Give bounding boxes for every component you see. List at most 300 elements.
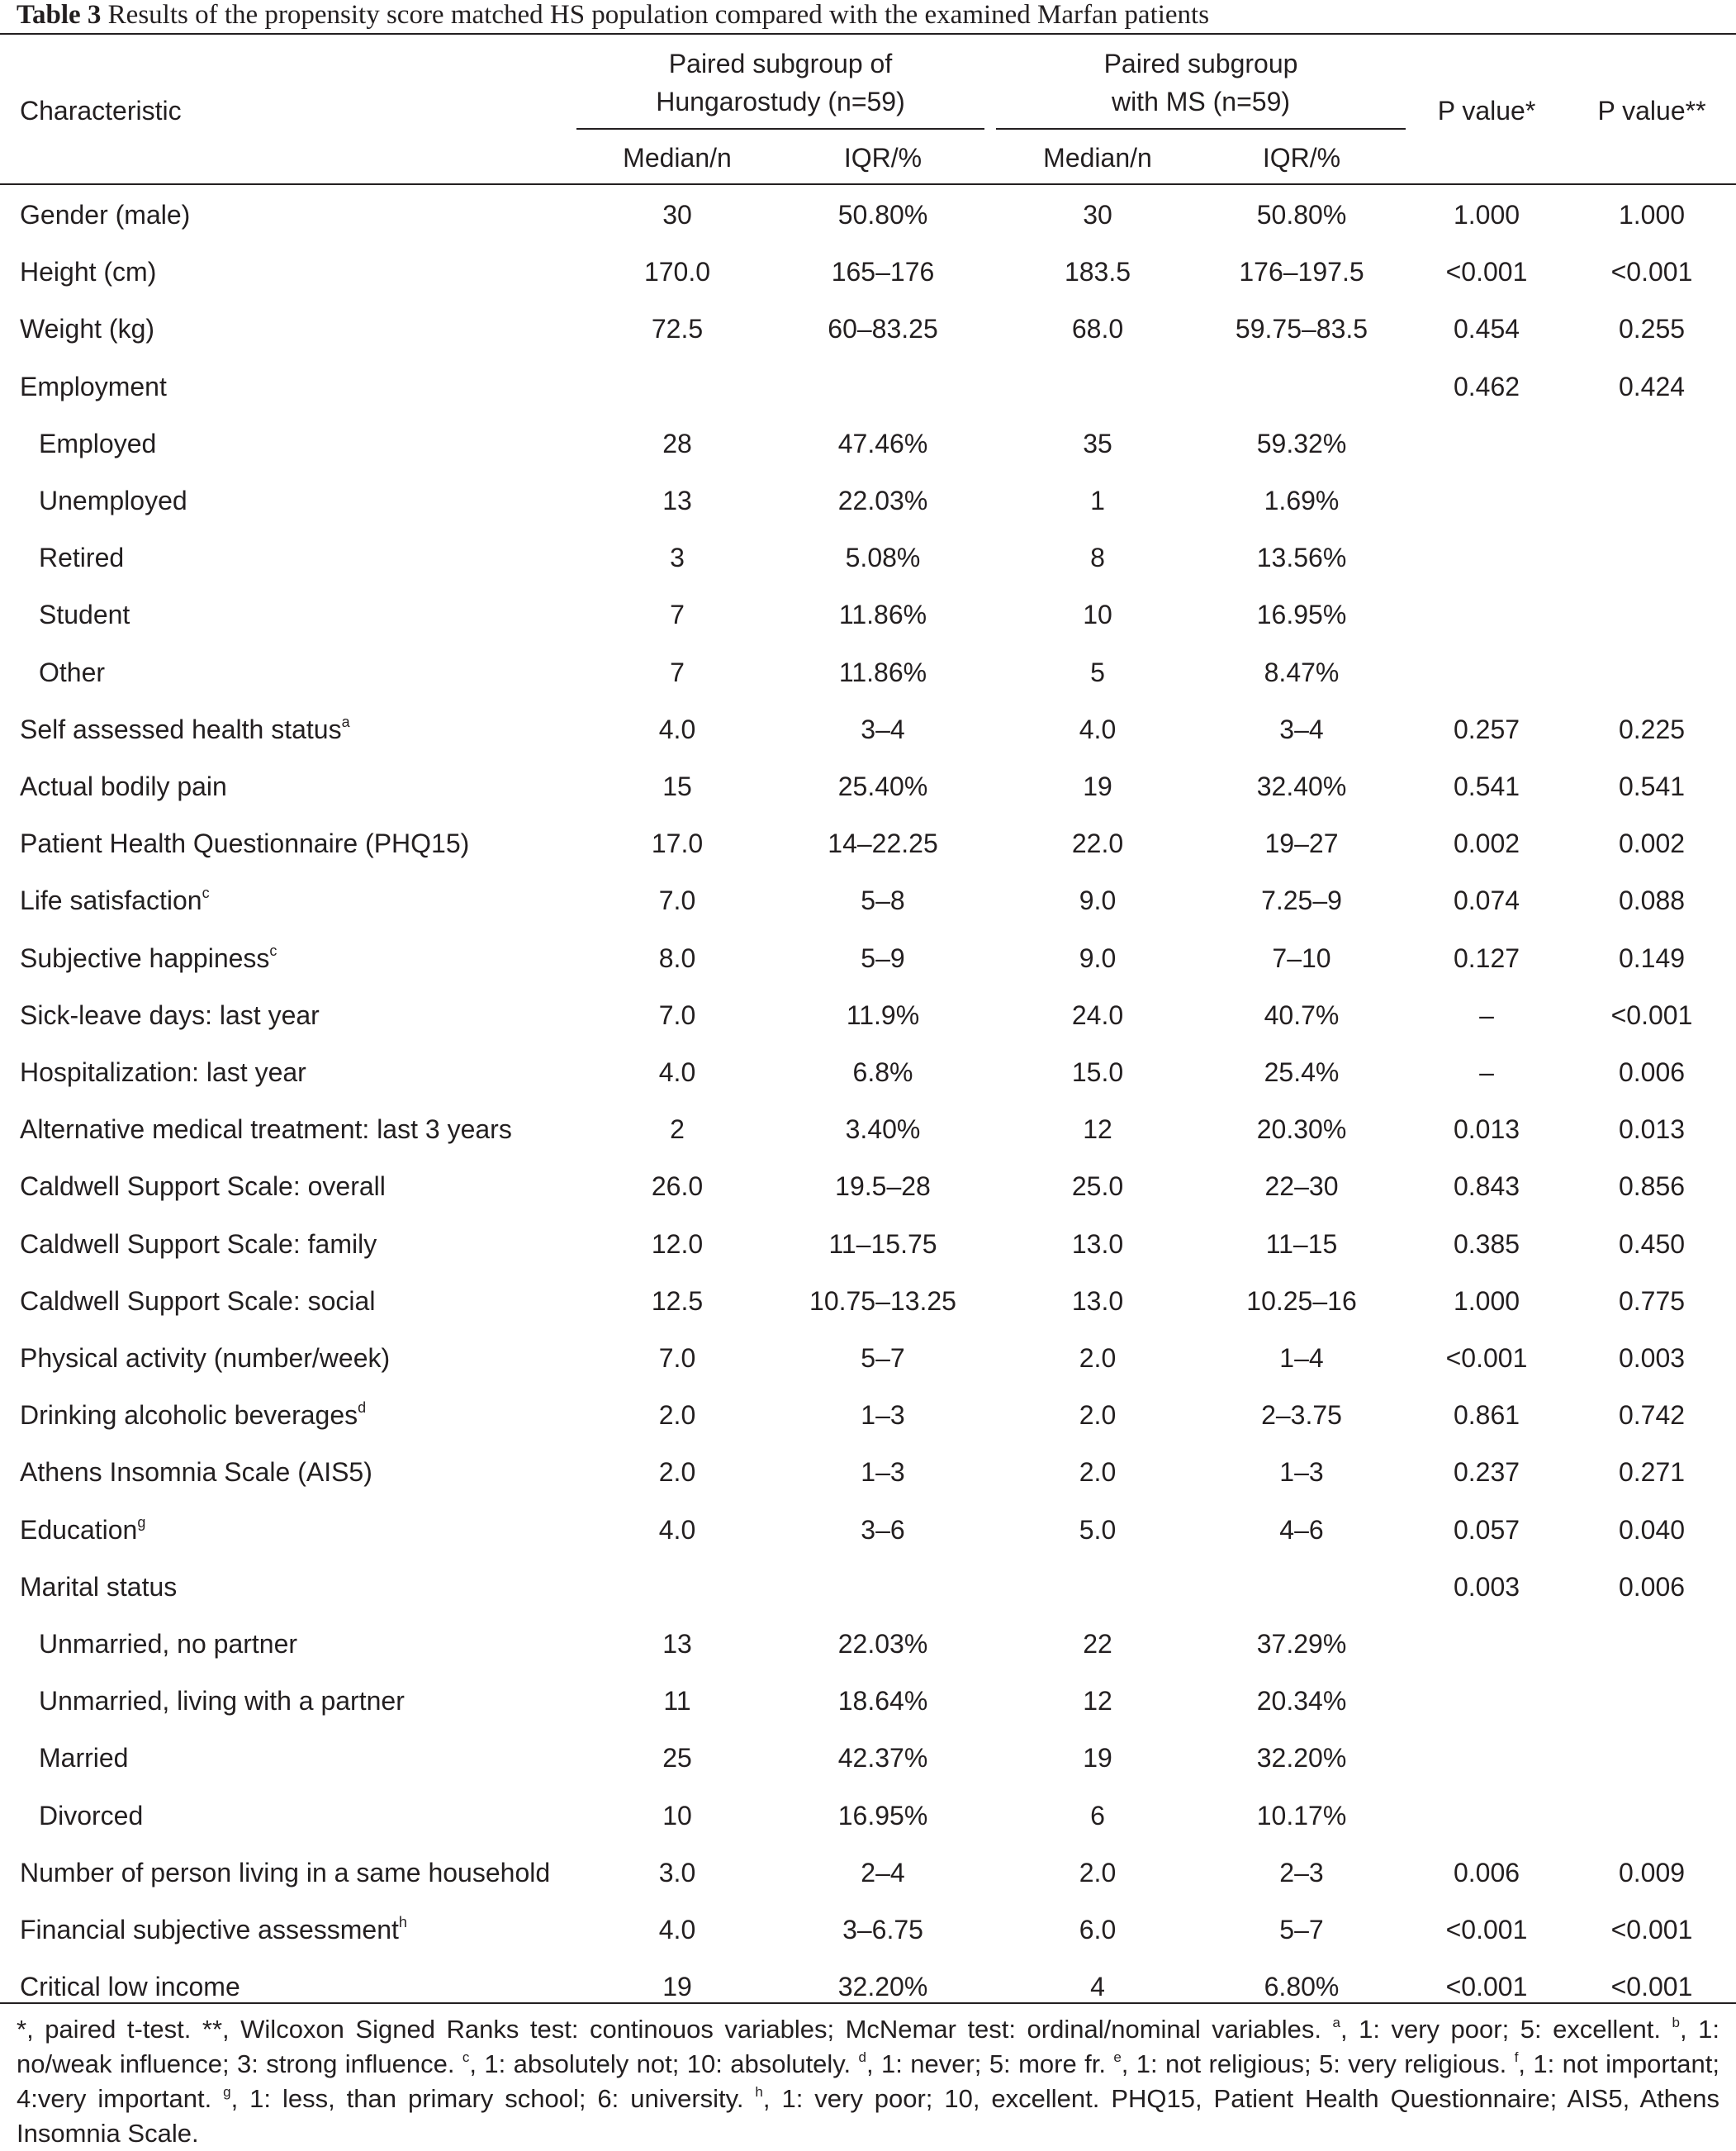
cell-hs-median: 2 [670,1114,685,1144]
cell-hs-iqr [776,366,989,407]
cell-ms-median: 30 [1083,200,1112,230]
row-label [20,1109,590,1150]
cell-ms-iqr: 50.80% [1256,200,1347,230]
row-label-text: Physical activity (number/week) [20,1343,391,1373]
row-label [39,652,609,693]
cell-hs-median: 30 [662,200,692,230]
footnote-segment: *, paired t-test. **, Wilcoxon Signed Ranks test: continouos variables; McNemar test: ordinal/nominal variables. [17,2015,1333,2044]
cell-hs-iqr: 11.86% [838,658,927,687]
cell-ms-iqr: 11–15 [1265,1229,1338,1259]
cell-hs-iqr: 3.40% [845,1114,921,1144]
cell-ms-median: 4.0 [1079,715,1117,744]
cell-p-value-wilcoxon: <0.001 [1610,1972,1693,2001]
row-label-text: Married [39,1743,129,1773]
cell-p-value-wilcoxon [1576,1737,1728,1778]
cell-hs-iqr: 22.03% [837,1629,928,1659]
cell-hs-median: 8.0 [658,943,696,973]
cell-p-value-ttest: 0.057 [1453,1515,1520,1545]
footnote-marker: d [858,2049,866,2065]
cell-hs-iqr: 42.37% [837,1743,928,1773]
footnote-marker: b [1672,2015,1681,2030]
cell-hs-iqr: 60–83.25 [828,314,938,344]
row-label-text: Life satisfaction [20,886,202,915]
cell-p-value-ttest: <0.001 [1445,1915,1528,1944]
footnote-marker: c [462,2049,470,2065]
cell-ms-median: 15.0 [1071,1057,1124,1087]
cell-ms-iqr: 2–3.75 [1261,1400,1342,1430]
header-iqr2: IQR/% [1262,143,1341,173]
footnote-marker: h [398,1914,407,1930]
cell-p-value-ttest: 1.000 [1453,200,1520,230]
cell-p-value-ttest [1414,1680,1559,1721]
row-label [39,480,609,521]
cell-ms-median: 5.0 [1079,1515,1117,1545]
row-label-text: Employment [20,372,167,401]
cell-ms-median: 6.0 [1079,1915,1117,1944]
row-label-text: Unmarried, no partner [39,1629,298,1659]
row-label [20,938,590,979]
cell-hs-median: 3.0 [658,1858,696,1887]
cell-p-value-wilcoxon: 0.003 [1618,1343,1686,1373]
table-caption-text: Results of the propensity score matched HS population compared with the examined Marfan patients [107,0,1210,30]
table-caption-label: Table 3 [17,0,102,30]
bottom-rule [0,2002,1736,2004]
cell-hs-iqr: 22.03% [837,486,928,515]
cell-p-value-wilcoxon [1576,652,1728,693]
top-rule [0,33,1736,35]
cell-ms-iqr: 7.25–9 [1261,886,1342,915]
footnote-segment: , 1: not important; 4:very important. [17,2049,1720,2113]
cell-p-value-wilcoxon: 0.424 [1618,372,1686,401]
cell-ms-median [998,366,1198,407]
row-label [20,1052,590,1093]
row-label [39,1680,609,1721]
cell-ms-iqr: 176–197.5 [1239,257,1364,287]
cell-p-value-ttest: 0.462 [1453,372,1520,401]
row-label-text: Athens Insomnia Scale (AIS5) [20,1457,372,1487]
row-label-text: Divorced [39,1801,144,1830]
cell-ms-median: 13.0 [1071,1286,1124,1316]
cell-hs-iqr: 25.40% [837,772,928,801]
footnote-segment: , 1: absolutely not; 10: absolutely. [469,2049,859,2078]
cell-hs-median: 7 [670,658,685,687]
cell-p-value-ttest: <0.001 [1445,1972,1528,2001]
cell-ms-iqr [1198,1566,1406,1607]
header-group2-line2: with MS (n=59) [1111,87,1291,116]
cell-hs-iqr: 32.20% [837,1972,928,2001]
cell-p-value-ttest [1414,1623,1559,1664]
cell-p-value-ttest [1414,423,1559,464]
cell-p-value-ttest [1414,652,1559,693]
cell-hs-iqr [776,1566,989,1607]
cell-p-value-wilcoxon: 0.541 [1618,772,1686,801]
row-label [39,423,609,464]
cell-ms-median: 9.0 [1079,886,1117,915]
row-label [20,1509,590,1550]
row-label-text: Gender (male) [20,200,191,230]
cell-p-value-ttest [1414,537,1559,578]
cell-ms-median: 12 [1083,1686,1112,1716]
footnote-marker: f [1514,2049,1519,2065]
cell-p-value-ttest: 0.385 [1453,1229,1520,1259]
cell-hs-iqr: 2–4 [861,1858,905,1887]
cell-hs-iqr: 11.86% [838,600,927,629]
footnote-segment: , 1: very poor; 10, excellent. PHQ15, Patient Health Questionnaire; AIS5, Athens Insomnia Scale. [17,2084,1719,2148]
row-label [20,251,590,292]
cell-hs-median: 12.0 [651,1229,704,1259]
row-label [20,308,590,349]
header-group2-line1: Paired subgroup [1103,49,1298,78]
footnote-segment: , 1: not religious; 5: very religious. [1121,2049,1515,2078]
cell-hs-iqr: 5–8 [861,886,905,915]
cell-ms-iqr: 5–7 [1279,1915,1324,1944]
cell-p-value-ttest: 0.237 [1453,1457,1520,1487]
cell-ms-median: 2.0 [1079,1343,1117,1373]
footnote-marker: a [1332,2015,1340,2030]
cell-p-value-wilcoxon: 0.006 [1618,1057,1686,1087]
cell-hs-iqr: 5–9 [861,943,905,973]
footnote-marker: g [137,1514,146,1531]
row-label [20,1451,590,1493]
cell-ms-iqr: 37.29% [1256,1629,1347,1659]
cell-hs-median: 19 [662,1972,692,2001]
cell-p-value-wilcoxon: <0.001 [1610,257,1693,287]
cell-ms-iqr: 20.34% [1256,1686,1347,1716]
cell-p-value-ttest: <0.001 [1445,257,1528,287]
cell-ms-iqr: 59.32% [1256,429,1347,458]
cell-p-value-wilcoxon: 0.002 [1618,829,1686,858]
cell-ms-iqr: 20.30% [1256,1114,1347,1144]
footnote-marker: a [341,714,350,730]
cell-hs-iqr: 50.80% [837,200,928,230]
cell-p-value-wilcoxon [1576,594,1728,635]
cell-hs-median: 4.0 [658,1915,696,1944]
cell-hs-median: 11 [663,1686,691,1716]
cell-ms-median: 9.0 [1079,943,1117,973]
row-label-text: Actual bodily pain [20,772,227,801]
row-label [39,537,609,578]
cell-p-value-wilcoxon: 0.742 [1618,1400,1686,1430]
header-group1-line2: Hungarostudy (n=59) [656,87,905,116]
cell-hs-iqr: 18.64% [837,1686,928,1716]
cell-p-value-wilcoxon: <0.001 [1610,1000,1693,1030]
table-caption [17,0,1718,31]
cell-ms-median: 68.0 [1071,314,1124,344]
cell-hs-iqr: 3–4 [861,715,905,744]
row-label-text: Marital status [20,1572,178,1602]
row-label [20,1966,590,2007]
cell-hs-median: 170.0 [643,257,711,287]
cell-ms-iqr: 6.80% [1264,1972,1340,2001]
cell-p-value-ttest: 0.454 [1453,314,1520,344]
cell-p-value-wilcoxon: 0.225 [1618,715,1686,744]
header-rule [0,183,1736,185]
cell-hs-iqr: 3–6 [861,1515,905,1545]
cell-p-value-wilcoxon: 0.271 [1618,1457,1686,1487]
cell-ms-iqr: 10.25–16 [1246,1286,1357,1316]
cell-p-value-ttest: 0.003 [1453,1572,1520,1602]
cell-hs-iqr: 16.95% [837,1801,928,1830]
cell-p-value-ttest: 1.000 [1453,1286,1520,1316]
row-label-text: Caldwell Support Scale: social [20,1286,376,1316]
header-pvalue1: P value* [1437,96,1536,126]
row-label-text: Caldwell Support Scale: overall [20,1171,386,1201]
row-label [39,1623,609,1664]
cell-p-value-ttest [1414,1795,1559,1836]
row-label-text: Subjective happiness [20,943,270,973]
cell-ms-iqr: 1.69% [1264,486,1340,515]
cell-p-value-wilcoxon [1576,423,1728,464]
cell-hs-median: 3 [670,543,685,572]
cell-ms-median: 2.0 [1079,1858,1117,1887]
row-label-text: Alternative medical treatment: last 3 years [20,1114,512,1144]
row-label [39,594,609,635]
footnote-text [17,2012,1719,2151]
cell-p-value-wilcoxon: 0.040 [1618,1515,1686,1545]
cell-p-value-wilcoxon: 0.013 [1618,1114,1686,1144]
cell-p-value-ttest: <0.001 [1445,1343,1528,1373]
cell-ms-median: 10 [1083,600,1112,629]
row-label [20,709,590,750]
cell-hs-median: 2.0 [658,1457,696,1487]
cell-p-value-wilcoxon: <0.001 [1610,1915,1693,1944]
row-label-text: Unemployed [39,486,187,515]
cell-hs-median: 7.0 [658,886,696,915]
cell-hs-iqr: 19.5–28 [835,1171,931,1201]
row-label [20,880,590,921]
footnote-segment: , 1: less, than primary school; 6: university. [230,2084,756,2113]
footnote-segment: , 1: never; 5: more fr. [866,2049,1114,2078]
row-label [20,995,590,1036]
row-label-text: Other [39,658,106,687]
row-label [20,194,590,235]
cell-p-value-wilcoxon: 0.856 [1618,1171,1686,1201]
cell-ms-median: 19 [1083,772,1112,801]
cell-ms-iqr: 3–4 [1279,715,1324,744]
cell-hs-median: 4.0 [658,715,696,744]
cell-p-value-ttest: 0.006 [1453,1858,1520,1887]
header-median1: Median/n [623,143,732,173]
cell-hs-median [578,1566,776,1607]
cell-ms-iqr: 2–3 [1279,1858,1324,1887]
cell-hs-median: 17.0 [651,829,704,858]
cell-hs-iqr: 11–15.75 [828,1229,937,1259]
cell-hs-iqr: 1–3 [861,1400,905,1430]
cell-ms-median: 24.0 [1071,1000,1124,1030]
cell-ms-median: 22.0 [1071,829,1124,858]
group1-rule [576,128,984,130]
row-label-text: Patient Health Questionnaire (PHQ15) [20,829,470,858]
cell-p-value-ttest: 0.002 [1453,829,1520,858]
table-footnote [17,2012,1719,2151]
cell-hs-median: 7 [670,600,685,629]
cell-hs-iqr: 11.9% [846,1000,920,1030]
cell-ms-median: 2.0 [1079,1457,1117,1487]
row-label-text: Unmarried, living with a partner [39,1686,405,1716]
cell-ms-iqr: 16.95% [1256,600,1347,629]
cell-p-value-wilcoxon: 0.450 [1618,1229,1686,1259]
cell-ms-median: 22 [1083,1629,1112,1659]
cell-p-value-ttest: 0.127 [1453,943,1520,973]
cell-ms-iqr: 25.4% [1264,1057,1340,1087]
row-label-text: Weight (kg) [20,314,155,344]
cell-p-value-ttest: 0.074 [1453,886,1520,915]
cell-ms-iqr: 59.75–83.5 [1235,314,1368,344]
cell-hs-median: 28 [662,429,692,458]
row-label-text: Critical low income [20,1972,240,2001]
footnote-marker: g [223,2084,231,2100]
footnote-marker: h [755,2084,763,2100]
cell-hs-iqr: 5.08% [845,543,921,572]
group2-rule [996,128,1406,130]
cell-ms-median: 8 [1090,543,1105,572]
cell-ms-median: 183.5 [1064,257,1131,287]
cell-hs-median [578,366,776,407]
row-label [39,1737,609,1778]
row-label [20,1166,590,1207]
footnote-marker: c [202,885,210,901]
cell-ms-iqr: 40.7% [1264,1000,1340,1030]
row-label [20,366,590,407]
cell-hs-median: 2.0 [658,1400,696,1430]
cell-ms-median: 1 [1090,486,1105,515]
cell-ms-iqr: 7–10 [1272,943,1331,973]
cell-hs-median: 13 [662,486,692,515]
cell-hs-iqr: 6.8% [852,1057,913,1087]
cell-ms-median: 25.0 [1071,1171,1124,1201]
cell-hs-iqr: 47.46% [837,429,928,458]
cell-hs-median: 4.0 [658,1515,696,1545]
cell-ms-iqr [1198,366,1406,407]
row-label-text: Employed [39,429,157,458]
cell-p-value-ttest [1414,594,1559,635]
cell-ms-iqr: 8.47% [1264,658,1340,687]
header-iqr1: IQR/% [843,143,923,173]
row-label-text: Drinking alcoholic beverages [20,1400,358,1430]
row-label [20,766,590,807]
cell-ms-median: 6 [1090,1801,1105,1830]
cell-p-value-wilcoxon: 0.255 [1618,314,1686,344]
row-label [20,1280,590,1322]
cell-hs-median: 7.0 [658,1343,696,1373]
cell-hs-iqr: 10.75–13.25 [809,1286,956,1316]
cell-p-value-ttest: 0.013 [1453,1114,1520,1144]
cell-hs-median: 25 [662,1743,692,1773]
row-label-text: Retired [39,543,125,572]
cell-ms-median: 19 [1083,1743,1112,1773]
cell-hs-median: 4.0 [658,1057,696,1087]
cell-p-value-wilcoxon: 1.000 [1618,200,1686,230]
cell-hs-iqr: 165–176 [831,257,935,287]
row-label [20,1909,590,1950]
cell-ms-median: 13.0 [1071,1229,1124,1259]
cell-p-value-ttest [1414,1737,1559,1778]
header-pvalue2: P value** [1597,96,1706,126]
cell-hs-median: 72.5 [651,314,704,344]
header-group1-line1: Paired subgroup of [668,49,893,78]
cell-hs-median: 26.0 [651,1171,704,1201]
footnote-segment: , 1: very poor; 5: excellent. [1340,2015,1672,2044]
cell-p-value-wilcoxon [1576,1795,1728,1836]
cell-p-value-wilcoxon: 0.088 [1618,886,1686,915]
cell-ms-median: 4 [1090,1972,1105,2001]
cell-hs-median: 15 [662,772,692,801]
cell-ms-iqr: 32.40% [1256,772,1347,801]
cell-ms-median: 12 [1083,1114,1112,1144]
cell-ms-iqr: 10.17% [1256,1801,1347,1830]
cell-hs-iqr: 3–6.75 [842,1915,923,1944]
cell-hs-iqr: 14–22.25 [828,829,938,858]
cell-p-value-ttest: – [1479,1000,1494,1030]
cell-hs-median: 13 [662,1629,692,1659]
row-label [20,1566,590,1607]
cell-hs-median: 12.5 [651,1286,704,1316]
cell-p-value-ttest [1414,480,1559,521]
footnote-marker: d [358,1399,367,1416]
row-label-text: Education [20,1515,138,1545]
cell-p-value-wilcoxon [1576,1623,1728,1664]
cell-p-value-ttest: 0.843 [1453,1171,1520,1201]
row-label-text: Number of person living in a same household [20,1858,551,1887]
row-label [20,1394,590,1436]
row-label [20,1223,590,1265]
cell-ms-iqr: 1–4 [1279,1343,1324,1373]
cell-p-value-wilcoxon [1576,1680,1728,1721]
cell-ms-iqr: 4–6 [1279,1515,1324,1545]
header-median2: Median/n [1043,143,1152,173]
row-label [20,823,590,864]
row-label [20,1337,590,1379]
cell-p-value-wilcoxon: 0.775 [1618,1286,1686,1316]
cell-ms-iqr: 13.56% [1256,543,1347,572]
row-label [39,1795,609,1836]
cell-hs-iqr: 1–3 [861,1457,905,1487]
cell-ms-median: 2.0 [1079,1400,1117,1430]
cell-hs-median: 7.0 [658,1000,696,1030]
row-label [20,1852,590,1893]
cell-p-value-wilcoxon: 0.149 [1618,943,1686,973]
row-label-text: Self assessed health status [20,715,342,744]
cell-ms-median: 5 [1090,658,1105,687]
row-label-text: Hospitalization: last year [20,1057,306,1087]
cell-hs-iqr: 5–7 [861,1343,905,1373]
cell-p-value-wilcoxon: 0.006 [1618,1572,1686,1602]
cell-p-value-ttest: – [1479,1057,1494,1087]
row-label-text: Height (cm) [20,257,157,287]
row-label-text: Sick-leave days: last year [20,1000,320,1030]
cell-p-value-wilcoxon [1576,480,1728,521]
cell-ms-iqr: 1–3 [1279,1457,1324,1487]
row-label-text: Caldwell Support Scale: family [20,1229,377,1259]
cell-hs-median: 10 [662,1801,692,1830]
cell-p-value-wilcoxon: 0.009 [1618,1858,1686,1887]
header-characteristic: Characteristic [20,96,182,126]
cell-p-value-ttest: 0.861 [1453,1400,1520,1430]
cell-p-value-wilcoxon [1576,537,1728,578]
cell-ms-iqr: 22–30 [1264,1171,1339,1201]
row-label-text: Student [39,600,130,629]
cell-p-value-ttest: 0.257 [1453,715,1520,744]
footnote-segment: , 1: no/weak influence; 3: strong influence. [17,2015,1719,2078]
cell-p-value-ttest: 0.541 [1453,772,1520,801]
cell-ms-iqr: 32.20% [1256,1743,1347,1773]
row-label-text: Financial subjective assessment [20,1915,399,1944]
footnote-marker: c [269,943,277,959]
cell-ms-median: 35 [1083,429,1112,458]
cell-ms-iqr: 19–27 [1264,829,1339,858]
cell-ms-median [998,1566,1198,1607]
footnote-marker: e [1113,2049,1122,2065]
